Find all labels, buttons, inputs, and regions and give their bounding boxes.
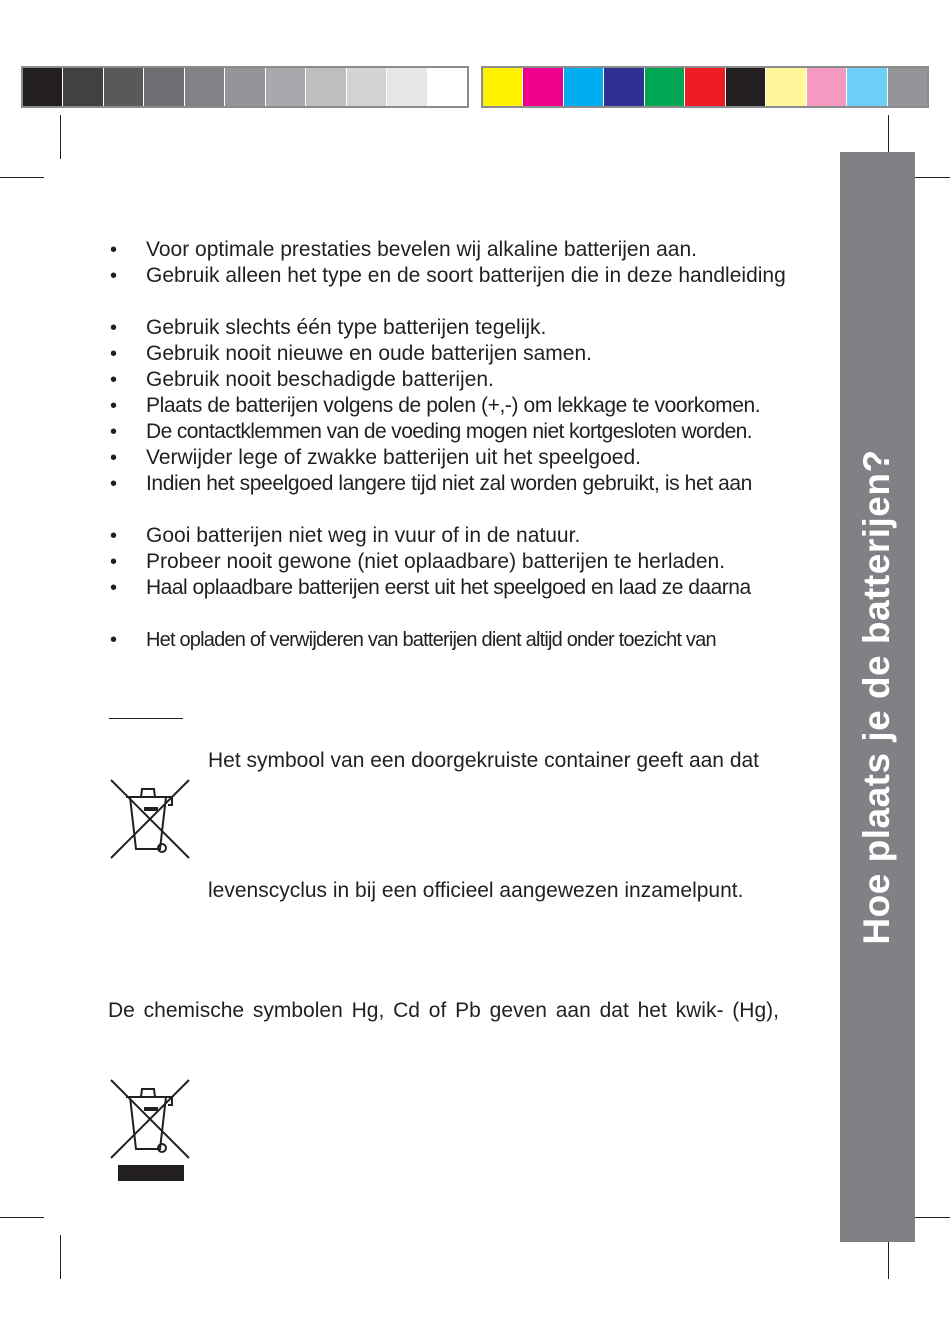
- grayscale-calibration-bar: [21, 66, 469, 108]
- bullet-glyph: •: [110, 577, 118, 599]
- list-item-text: Plaats de batterijen volgens de polen (+,-) om lekkage te voorkomen.: [146, 394, 761, 417]
- list-item-text: Verwijder lege of zwakke batterijen uit het speelgoed.: [146, 446, 641, 469]
- gray-swatch: [185, 68, 225, 106]
- bullet-glyph: •: [110, 395, 118, 417]
- disposal-text-line-2: levenscyclus in bij een officieel aangewezen inzamelpunt.: [208, 879, 744, 902]
- list-item-text: Gebruik nooit beschadigde batterijen.: [146, 368, 494, 391]
- bullet-glyph: •: [110, 239, 118, 261]
- section-title: Hoe plaats je de batterijen?: [856, 449, 897, 945]
- bullet-glyph: •: [110, 551, 118, 573]
- crop-mark: [60, 1235, 61, 1279]
- bullet-glyph: •: [110, 447, 118, 469]
- color-swatch: [685, 68, 725, 106]
- color-swatch: [766, 68, 806, 106]
- bullet-glyph: •: [110, 421, 118, 443]
- chemical-symbols-text: De chemische symbolen Hg, Cd of Pb geven aan dat het kwik- (Hg),: [108, 999, 779, 1022]
- color-swatch: [888, 68, 927, 106]
- disposal-text-line-1: Het symbool van een doorgekruiste container geeft aan dat: [208, 749, 760, 772]
- list-item-text: Gooi batterijen niet weg in vuur of in de natuur.: [146, 524, 581, 547]
- crop-mark: [0, 177, 44, 178]
- crop-mark: [60, 115, 61, 159]
- gray-swatch: [104, 68, 144, 106]
- gray-swatch: [144, 68, 184, 106]
- bullet-glyph: •: [110, 473, 118, 495]
- crop-mark: [0, 1217, 44, 1218]
- gray-swatch: [306, 68, 346, 106]
- list-item-text: Gebruik alleen het type en de soort batterijen die in deze handleiding: [146, 264, 786, 287]
- gray-swatch: [23, 68, 63, 106]
- color-swatch: [564, 68, 604, 106]
- color-swatch: [726, 68, 766, 106]
- gray-swatch: [225, 68, 265, 106]
- list-item-text: Gebruik nooit nieuwe en oude batterijen samen.: [146, 342, 592, 365]
- color-swatch: [807, 68, 847, 106]
- section-divider: [109, 718, 183, 719]
- list-item-text: De contactklemmen van de voeding mogen niet kortgesloten worden.: [146, 420, 752, 443]
- bullet-glyph: •: [110, 265, 118, 287]
- gray-swatch: [347, 68, 387, 106]
- crossed-out-bin-with-bar-icon: [108, 1077, 192, 1185]
- color-swatch: [847, 68, 887, 106]
- gray-swatch: [266, 68, 306, 106]
- list-item-text: Voor optimale prestaties bevelen wij alkaline batterijen aan.: [146, 238, 697, 261]
- list-item-text: Haal oplaadbare batterijen eerst uit het speelgoed en laad ze daarna: [146, 576, 751, 599]
- list-item-text: Indien het speelgoed langere tijd niet zal worden gebruikt, is het aan: [146, 472, 752, 495]
- list-item-text: Gebruik slechts één type batterijen tegelijk.: [146, 316, 547, 339]
- bullet-glyph: •: [110, 343, 118, 365]
- bullet-glyph: •: [110, 317, 118, 339]
- bullet-glyph: •: [110, 629, 118, 651]
- color-swatch: [483, 68, 523, 106]
- bullet-glyph: •: [110, 369, 118, 391]
- color-swatch: [523, 68, 563, 106]
- bullet-glyph: •: [110, 525, 118, 547]
- gray-swatch: [387, 68, 427, 106]
- color-swatch: [604, 68, 644, 106]
- crossed-out-bin-icon: [108, 777, 192, 861]
- color-swatch: [645, 68, 685, 106]
- list-item-text: Het opladen of verwijderen van batterijen dient altijd onder toezicht van: [146, 629, 716, 651]
- color-calibration-bar: [481, 66, 929, 108]
- list-item-text: Probeer nooit gewone (niet oplaadbare) batterijen te herladen.: [146, 550, 726, 573]
- gray-swatch: [63, 68, 103, 106]
- gray-swatch: [428, 68, 467, 106]
